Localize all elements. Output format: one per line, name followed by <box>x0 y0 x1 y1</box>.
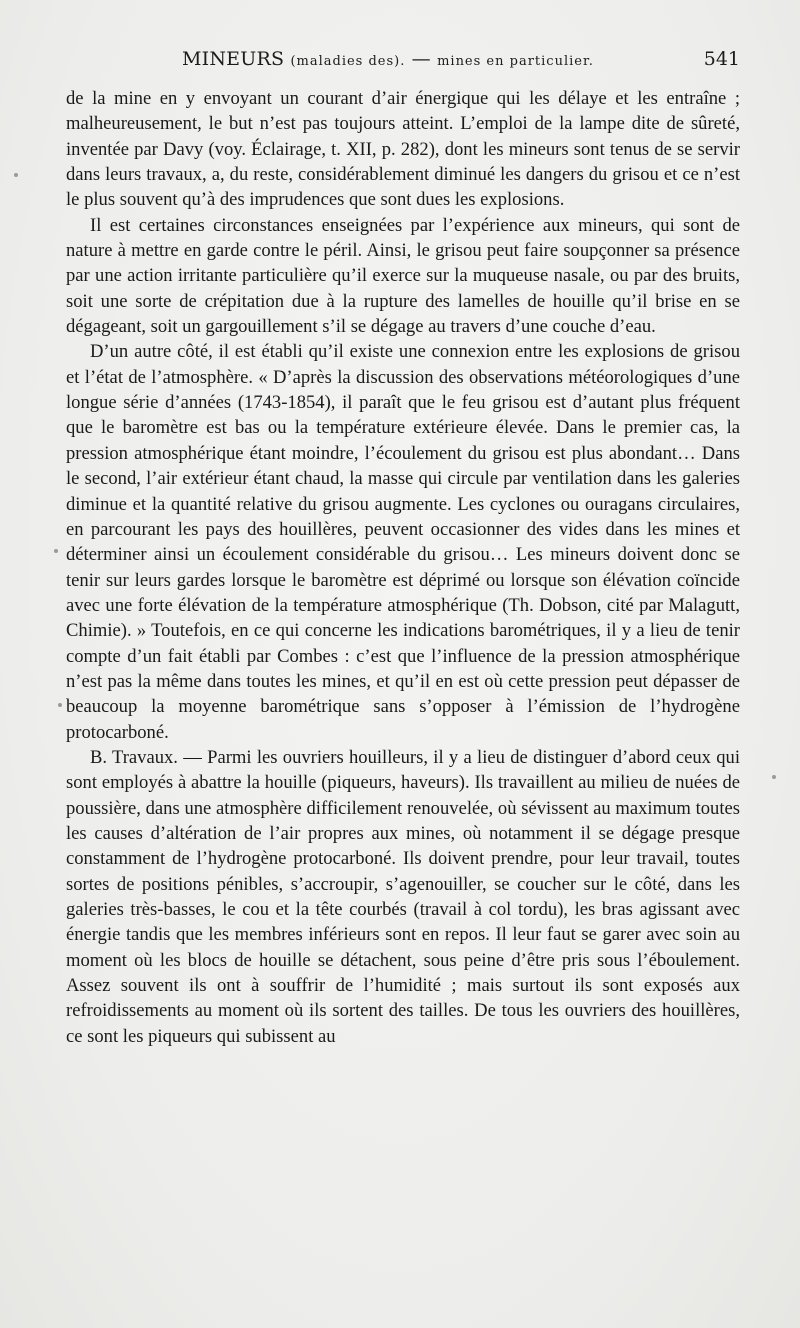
running-head-dash: — <box>405 48 438 70</box>
running-head <box>182 48 594 70</box>
page-header <box>66 48 740 78</box>
running-head-main: MINEURS <box>182 48 285 70</box>
body-text <box>66 86 740 1049</box>
paper-speck <box>58 703 62 707</box>
running-head-paren: (maladies des). <box>290 54 406 69</box>
paper-speck <box>54 549 58 553</box>
paragraph-3: D’un autre côté, il est établi qu’il existe une connexion entre les explosions de grisou et l’état de l’atmosphère. « D’après la discussion des observations météorologiques d’une longue série d’années (1743-1854), il paraît que le feu grisou est d’autant plus fréquent que le baromètre est bas ou la température extérieure élevée. Dans le premier cas, la pression atmosphérique étant moindre, l’écoulement du grisou est plus abondant… Dans le second, l’air extérieur étant chaud, la masse qui circule par ventilation dans les galeries diminue et la quantité relative du grisou augmente. Les cyclones ou ouragans circulaires, en parcourant les pays des houillères, peuvent occasionner des vides dans les mines et déterminer ainsi un écoulement considérable du grisou… Les mineurs doivent donc se tenir sur leurs gardes lorsque le baromètre est déprimé ou lorsque son élévation coïncide avec une forte élévation de la température atmosphérique (Th. Dobson, cité par Malagutt, Chimie). » Toutefois, en ce qui concerne les indications barométriques, il y a lieu de tenir compte d’un fait établi par Combes : c’est que l’influence de la pression atmosphérique n’est pas la même dans toutes les mines, et qu’il en est où cette pression peut dépasser de beaucoup la moyenne barométrique sans s’opposer à l’émission de l’hydrogène protocarboné. <box>66 341 740 743</box>
running-head-rest: mines en particulier. <box>437 54 594 69</box>
page-number: 541 <box>703 48 740 70</box>
paper-speck <box>14 173 18 177</box>
paragraph-2: Il est certaines circonstances enseignées par l’expérience aux mineurs, qui sont de nature à mettre en garde contre le péril. Ainsi, le grisou peut faire soupçonner sa présence par une action irritante particulière qu’il exerce sur la muqueuse nasale, ou par des bruits, soit une sorte de crépitation due à la rupture des lamelles de houille qu’il brise en se dégageant, soit un gargouillement s’il se dégage au travers d’une couche d’eau. <box>66 214 740 338</box>
paper-speck <box>772 775 776 779</box>
paragraph-4: B. Travaux. — Parmi les ouvriers houilleurs, il y a lieu de distinguer d’abord ceux qui sont employés à abattre la houille (piqueurs, haveurs). Ils travaillent au milieu de nuées de poussière, dans une atmosphère difficilement renouvelée, où sévissent au maximum toutes les causes d’altération de l’air propres aux mines, où notamment il se dégage presque constamment de l’hydrogène protocarboné. Ils doivent prendre, pour leur travail, toutes sortes de positions pénibles, s’accroupir, s’agenouiller, se coucher sur le côté, dans les galeries très-basses, le cou et la tête courbés (travail à col tordu), les bras agissant avec énergie tandis que les membres inférieurs sont en repos. Il leur faut se garer avec soin au moment où les blocs de houille se détachent, sous peine d’être pris sous l’éboulement. Assez souvent ils ont à souffrir de l’humidité ; mais surtout ils sont exposés aux refroidissements au moment où ils sortent des tailles. De tous les ouvriers des houillères, ce sont les piqueurs qui subissent au <box>66 746 740 1047</box>
paragraph-1: de la mine en y envoyant un courant d’air énergique qui les délaye et les entraîne ; malheureusement, le but n’est pas toujours atteint. L’emploi de la lampe dite de sûreté, inventée par Davy (voy. Éclairage, t. XII, p. 282), dont les mineurs sont tenus de se servir dans leurs travaux, a, du reste, considérablement diminué les dangers du grisou et ce n’est le plus souvent qu’à des imprudences que sont dues les explosions. <box>66 88 740 211</box>
